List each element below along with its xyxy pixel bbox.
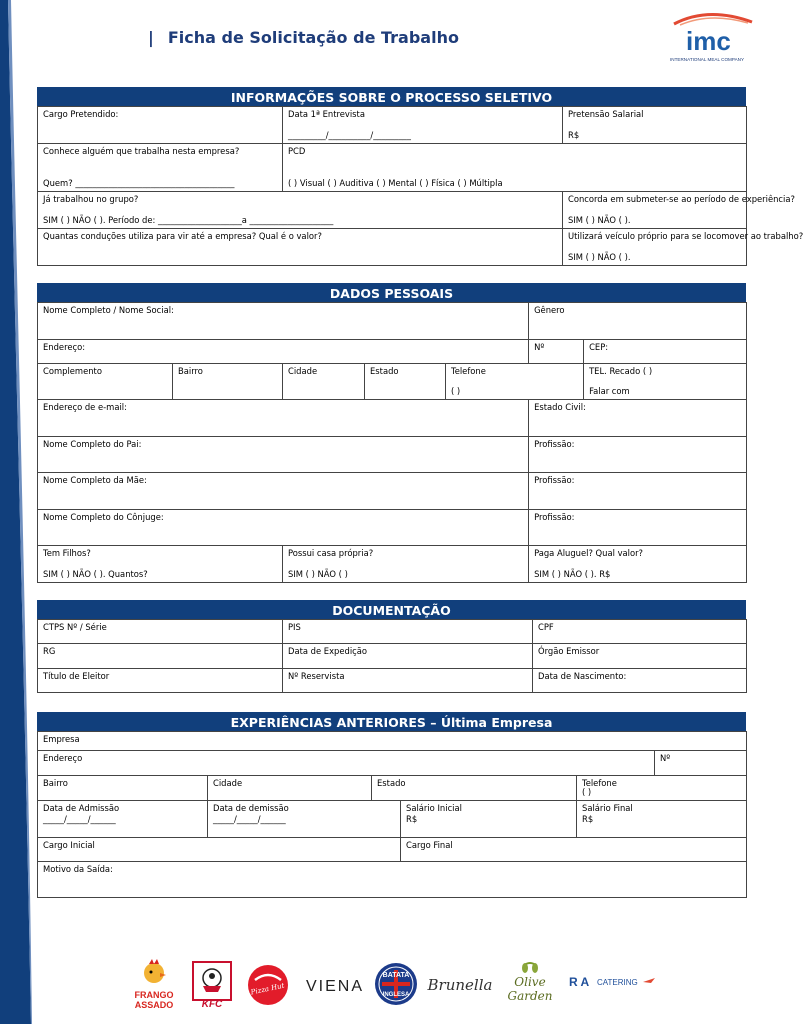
field-expedicao[interactable]: Data de Expedição [283,644,533,669]
pizza-hut-logo [245,958,291,1010]
kfc-logo [190,958,234,1010]
svg-text:CATERING: CATERING [597,978,638,987]
section-title: DADOS PESSOAIS [37,283,746,302]
svg-text:Olive: Olive [514,975,546,989]
svg-text:Brunella: Brunella [427,976,493,994]
page-title: | Ficha de Solicitação de Trabalho [148,28,459,47]
field-filhos[interactable]: Tem Filhos? SIM ( ) NÃO ( ). Quantos? [38,546,283,583]
svg-text:Pizza Hut: Pizza Hut [250,981,286,997]
field-grupo[interactable]: Já trabalhou no grupo? SIM ( ) NÃO ( ). Período de: ____________________a ____________________ [38,192,563,229]
field-ctps[interactable]: CTPS Nº / Série [38,620,283,644]
field-endereco[interactable]: Endereço: [38,340,529,364]
svg-text:Garden: Garden [507,989,553,1003]
field-cpf[interactable]: CPF [533,620,747,644]
svg-text:KFC: KFC [201,999,223,1010]
field-profissao-mae[interactable]: Profissão: [529,473,747,510]
frango-assado-logo [125,958,183,1010]
svg-text:INTERNATIONAL MEAL COMPANY: INTERNATIONAL MEAL COMPANY [670,57,745,62]
svg-text:INGLESA: INGLESA [382,992,410,998]
section-title: EXPERIÊNCIAS ANTERIORES – Última Empresa [37,712,746,731]
field-recado[interactable]: TEL. Recado ( ) Falar com [584,364,747,400]
field-salario-inicial[interactable]: Salário Inicial R$ [401,801,577,838]
ra-catering-logo [567,958,659,1010]
field-nome[interactable]: Nome Completo / Nome Social: [38,303,529,340]
field-demissao[interactable]: Data de demissão _____/_____/______ [208,801,401,838]
field-estado[interactable]: Estado [365,364,446,400]
svg-text:BATATA: BATATA [382,972,410,979]
imc-logo [668,8,758,66]
field-estado-empresa[interactable]: Estado [372,776,577,801]
svg-text:imc: imc [686,26,731,56]
olive-garden-logo [501,958,559,1010]
field-numero-empresa[interactable]: Nº [655,751,747,776]
field-motivo[interactable]: Motivo da Saída: [38,862,747,898]
field-bairro-empresa[interactable]: Bairro [38,776,208,801]
field-cidade[interactable]: Cidade [283,364,365,400]
field-casa-propria[interactable]: Possui casa própria? SIM ( ) NÃO ( ) [283,546,529,583]
field-pai[interactable]: Nome Completo do Pai: [38,437,529,473]
field-cargo-inicial[interactable]: Cargo Inicial [38,838,401,862]
field-cidade-empresa[interactable]: Cidade [208,776,372,801]
field-orgao[interactable]: Órgão Emissor [533,644,747,669]
brunella-logo [425,958,495,1010]
field-telefone[interactable]: Telefone ( ) [446,364,584,400]
field-endereco-empresa[interactable]: Endereço [38,751,655,776]
field-cargo-final[interactable]: Cargo Final [401,838,747,862]
section-docs [37,600,746,693]
field-reservista[interactable]: Nº Reservista [283,669,533,693]
field-bairro[interactable]: Bairro [173,364,283,400]
field-conhece[interactable]: Conhece alguém que trabalha nesta empresa? Quem? ______________________________________ [38,144,283,192]
title-divider: | [148,28,154,47]
viena-logo [303,958,367,1010]
section-process [37,87,803,266]
field-conjuge[interactable]: Nome Completo do Cônjuge: [38,510,529,546]
field-complemento[interactable]: Complemento [38,364,173,400]
section-personal [37,283,746,583]
field-conducoes[interactable]: Quantas conduções utiliza para vir até a empresa? Qual é o valor? [38,229,563,266]
svg-text:R A: R A [569,975,590,989]
svg-text:VIENA: VIENA [305,978,365,995]
field-titulo[interactable]: Título de Eleitor [38,669,283,693]
field-mae[interactable]: Nome Completo da Mãe: [38,473,529,510]
field-genero[interactable]: Gênero [529,303,747,340]
field-rg[interactable]: RG [38,644,283,669]
svg-text:FRANGO: FRANGO [134,990,174,1000]
field-salario-final[interactable]: Salário Final R$ [577,801,747,838]
batata-inglesa-logo [373,958,419,1010]
field-numero[interactable]: Nº [529,340,584,364]
field-cargo[interactable]: Cargo Pretendido: [38,107,283,144]
field-pis[interactable]: PIS [283,620,533,644]
field-veiculo[interactable]: Utilizará veículo próprio para se locomover ao trabalho? SIM ( ) NÃO ( ). [563,229,747,266]
field-profissao-conjuge[interactable]: Profissão: [529,510,747,546]
field-admissao[interactable]: Data de Admissão _____/_____/______ [38,801,208,838]
field-nascimento[interactable]: Data de Nascimento: [533,669,747,693]
section-title: INFORMAÇÕES SOBRE O PROCESSO SELETIVO [37,87,746,106]
svg-text:ASSADO: ASSADO [134,1000,174,1010]
field-pcd[interactable]: PCD ( ) Visual ( ) Auditiva ( ) Mental ( ) Física ( ) Múltipla [283,144,747,192]
field-cep[interactable]: CEP: [584,340,747,364]
section-experience [37,712,746,898]
field-profissao-pai[interactable]: Profissão: [529,437,747,473]
field-empresa[interactable]: Empresa [38,732,747,751]
field-experiencia[interactable]: Concorda em submeter-se ao período de experiência? SIM ( ) NÃO ( ). [563,192,747,229]
decorative-side-stripe [0,0,32,1024]
field-aluguel[interactable]: Paga Aluguel? Qual valor? SIM ( ) NÃO ( ). R$ [529,546,747,583]
field-telefone-empresa[interactable]: Telefone ( ) [577,776,747,801]
section-title: DOCUMENTAÇÃO [37,600,746,619]
field-data-entrevista[interactable]: Data 1ª Entrevista _________/__________/_________ [283,107,563,144]
brand-logos [125,958,665,1010]
field-email[interactable]: Endereço de e-mail: [38,400,529,437]
field-pretensao[interactable]: Pretensão Salarial R$ [563,107,747,144]
field-estado-civil[interactable]: Estado Civil: [529,400,747,437]
